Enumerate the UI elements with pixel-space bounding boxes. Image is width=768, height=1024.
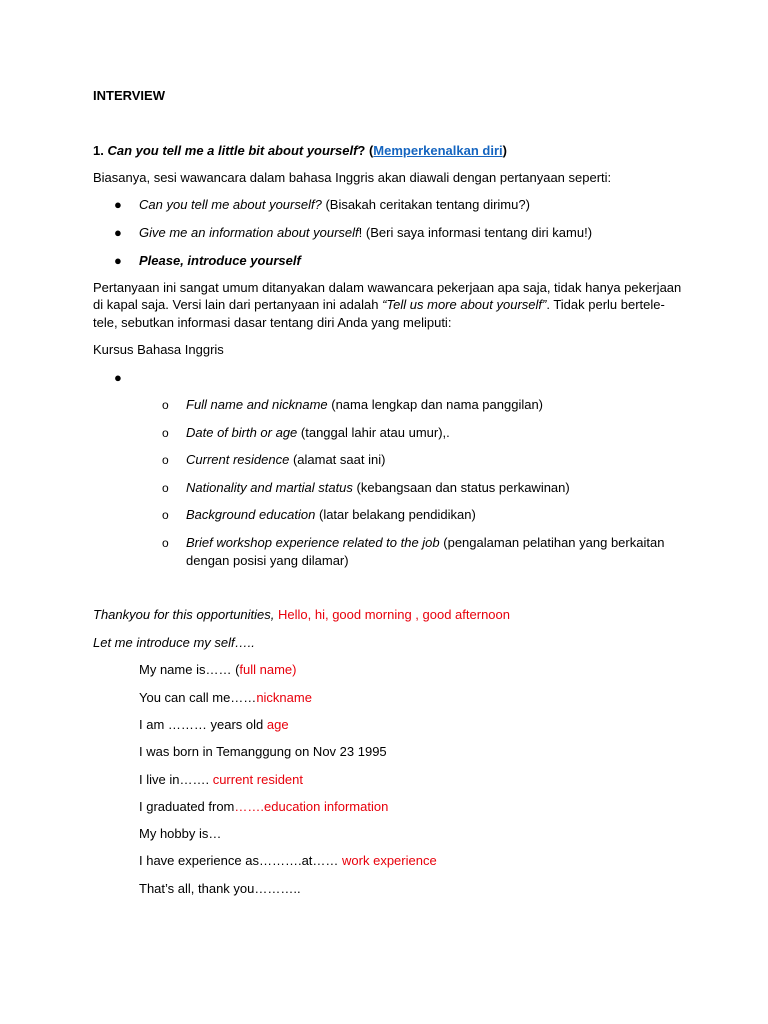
bullet-dot: ● xyxy=(114,225,122,240)
question-1-heading: 1. Can you tell me a little bit about yourself? (Memperkenalkan diri) xyxy=(93,143,507,158)
sub-item: Nationality and martial status (kebangsaan dan status perkawinan) xyxy=(186,480,570,495)
bullet-item: Give me an information about yourself! (Beri saya informasi tentang diri kamu!) xyxy=(139,225,593,240)
script-line: You can call me……nickname xyxy=(139,690,312,705)
sub-item: Current residence (alamat saat ini) xyxy=(186,452,386,467)
paragraph-line: Pertanyaan ini sangat umum ditanyakan dalam wawancara pekerjaan apa saja, tidak hanya pekerjaan xyxy=(93,280,682,295)
circle-bullet: o xyxy=(162,453,169,467)
kursus-label: Kursus Bahasa Inggris xyxy=(93,342,224,357)
paragraph-line: di kapal saja. Versi lain dari pertanyaan ini adalah “Tell us more about yourself”. Tidak perlu bertele- xyxy=(93,297,665,312)
bullet-dot: ● xyxy=(114,197,122,212)
bullet-item: Can you tell me about yourself? (Bisakah ceritakan tentang dirimu?) xyxy=(139,197,530,212)
memperkenalkan-diri-link[interactable]: Memperkenalkan diri xyxy=(373,143,503,158)
sub-item: Brief workshop experience related to the job (pengalaman pelatihan yang berkaitan xyxy=(186,535,665,550)
sub-item-continuation: dengan posisi yang dilamar) xyxy=(186,553,349,568)
bullet-dot: ● xyxy=(114,370,122,385)
sub-item: Full name and nickname (nama lengkap dan nama panggilan) xyxy=(186,397,544,412)
thanks-line: Thankyou for this opportunities, Hello, hi, good morning , good afternoon xyxy=(93,607,510,622)
intro-text: Biasanya, sesi wawancara dalam bahasa Inggris akan diawali dengan pertanyaan seperti: xyxy=(93,170,612,185)
paragraph-line: tele, sebutkan informasi dasar tentang diri Anda yang meliputi: xyxy=(93,315,452,330)
script-line: My hobby is… xyxy=(139,826,222,841)
script-line: That’s all, thank you……….. xyxy=(139,881,301,896)
document-title: INTERVIEW xyxy=(93,88,165,103)
script-line: I am ……… years old age xyxy=(139,717,289,732)
bullet-item: Please, introduce yourself xyxy=(139,253,301,268)
sub-item: Date of birth or age (tanggal lahir atau umur),. xyxy=(186,425,450,440)
sub-item: Background education (latar belakang pendidikan) xyxy=(186,507,476,522)
script-line: I live in……. current resident xyxy=(139,772,304,787)
introduce-line: Let me introduce my self….. xyxy=(93,635,255,650)
script-line: I have experience as……….at…… work experience xyxy=(139,853,437,868)
circle-bullet: o xyxy=(162,536,169,550)
circle-bullet: o xyxy=(162,481,169,495)
script-line: My name is…… (full name) xyxy=(139,662,297,677)
circle-bullet: o xyxy=(162,426,169,440)
script-line: I graduated from…….education information xyxy=(139,799,389,814)
circle-bullet: o xyxy=(162,398,169,412)
script-line: I was born in Temanggung on Nov 23 1995 xyxy=(139,744,387,759)
circle-bullet: o xyxy=(162,508,169,522)
bullet-dot: ● xyxy=(114,253,122,268)
